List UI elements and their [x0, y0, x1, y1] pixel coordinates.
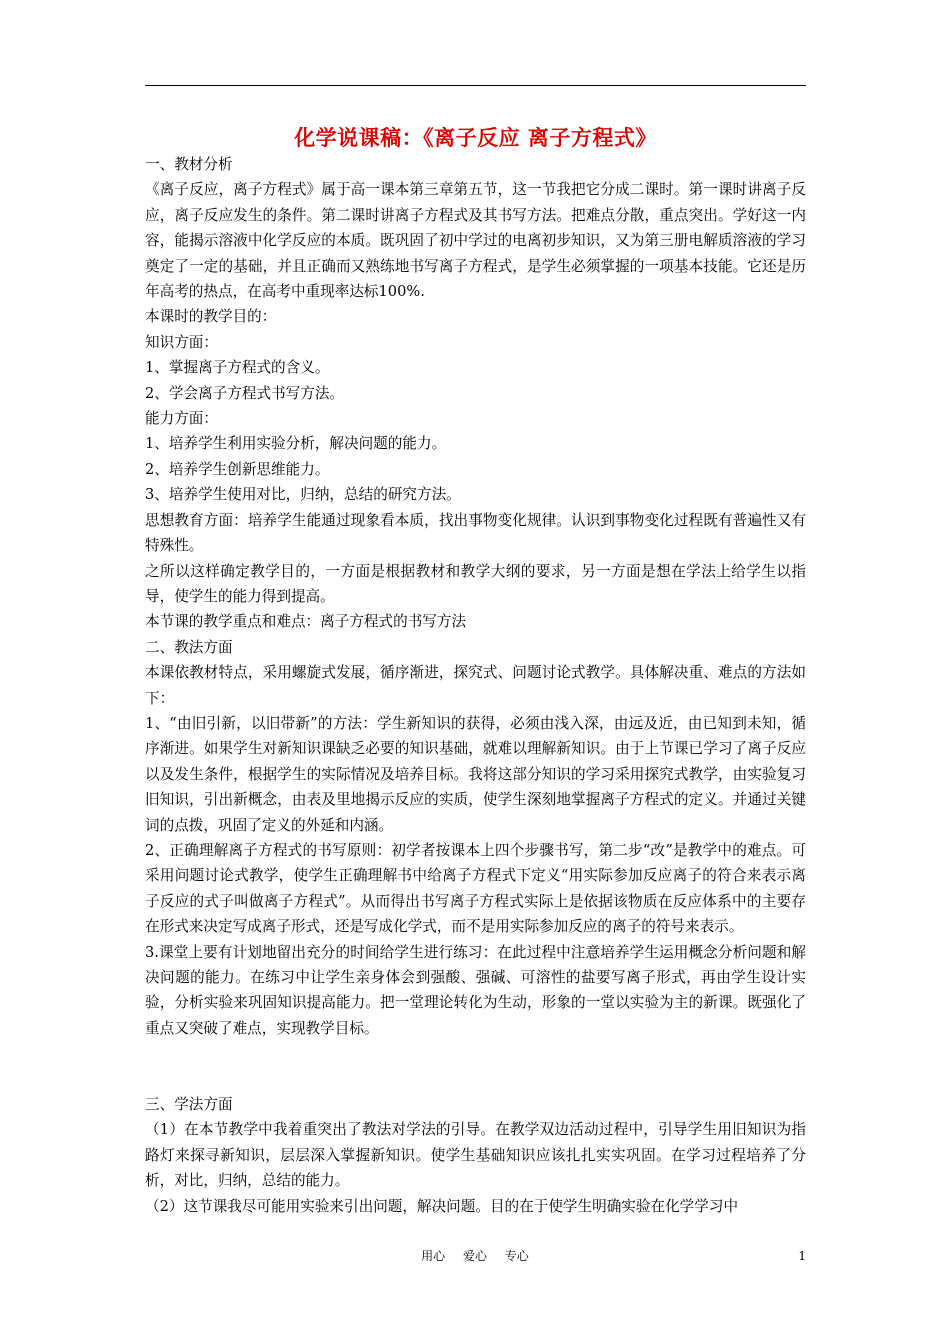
paragraph: 《离子反应，离子方程式》属于高一课本第三章第五节，这一节我把它分成二课时。第一课时讲离子反应，离子反应发生的条件。第二课时讲离子方程式及其书写方法。把难点分散，重点突出。学好这一内容，能揭示溶液中化学反应的本质。既巩固了初中学过的电离初步知识，又为第三册电解质溶液的学习奠定了一定的基础，并且正确而又熟练地书写离子方程式，是学生必须掌握的一项基本技能。它还是历年高考的热点，在高考中重现率达标100%.	[145, 181, 806, 301]
list-item: 1、掌握离子方程式的含义。	[145, 359, 330, 377]
paragraph: 2、正确理解离子方程式的书写原则：初学者按课本上四个步骤书写，第二步“改”是教学中的难点。可采用问题讨论式教学，使学生正确理解书中给离子方程式下定义“用实际参加反应离子的符合来表示离子反应的式子叫做离子方程式”。从而得出书写离子方程式实际上是依据该物质在反应体系中的主要存在形式来决定写成离子形式，还是写成化学式，而不是用实际参加反应的离子的符号来表示。	[145, 841, 806, 936]
section-heading-2: 二、教法方面	[145, 638, 233, 656]
paragraph: 知识方面：	[145, 333, 218, 351]
section-heading-1: 一、教材分析	[145, 156, 233, 173]
paragraph: 能力方面：	[145, 410, 218, 428]
paragraph: 本课时的教学目的：	[145, 308, 277, 326]
footer-motto: 用心 爱心 专心	[421, 1249, 529, 1263]
page-number: 1	[798, 1249, 806, 1263]
section-heading-3: 三、学法方面	[145, 1096, 233, 1114]
list-item: 2、学会离子方程式书写方法。	[145, 384, 345, 402]
document-title: 化学说课稿：《离子反应 离子方程式》	[294, 126, 657, 150]
paragraph: 本节课的教学重点和难点：离子方程式的书写方法	[145, 613, 467, 631]
paragraph: 3.课堂上要有计划地留出充分的时间给学生进行练习：在此过程中注意培养学生运用概念分析问题和解决问题的能力。在练习中让学生亲身体会到强酸、强碱、可溶性的盐要写离子形式，再由学生设计实验，分析实验来巩固知识提高能力。把一堂理论转化为生动，形象的一堂以实验为主的新课。既强化了重点又突破了难点，实现教学目标。	[145, 943, 806, 1037]
paragraph: 1、“由旧引新，以旧带新”的方法：学生新知识的获得，必须由浅入深，由远及近，由已知到未知，循序渐进。如果学生对新知识课缺乏必要的知识基础，就难以理解新知识。由于上节课已学习了离子反应以及发生条件，根据学生的实际情况及培养目标。我将这部分知识的学习采用探究式教学，由实验复习旧知识，引出新概念，由表及里地揭示反应的实质，使学生深刻地掌握离子方程式的定义。并通过关键词的点拨，巩固了定义的外延和内涵。	[145, 714, 806, 834]
header-rule	[145, 85, 806, 86]
list-item: 3、培养学生使用对比，归纳，总结的研究方法。	[145, 486, 461, 504]
list-item: 2、培养学生创新思维能力。	[145, 460, 330, 478]
paragraph: 之所以这样确定教学目的，一方面是根据教材和教学大纲的要求，另一方面是想在学法上给学生以指导，使学生的能力得到提高。	[145, 562, 806, 605]
document-body	[145, 152, 806, 1219]
paragraph: （1）在本节教学中我着重突出了教法对学法的引导。在教学双边活动过程中，引导学生用旧知识为指路灯来探寻新知识，层层深入掌握新知识。使学生基础知识应该扎扎实实巩固。在学习过程培养了分析，对比，归纳，总结的能力。	[145, 1121, 806, 1190]
paragraph: （2）这节课我尽可能用实验来引出问题，解决问题。目的在于使学生明确实验在化学学习中	[145, 1197, 739, 1215]
paragraph: 思想教育方面：培养学生能通过现象看本质，找出事物变化规律。认识到事物变化过程既有普遍性又有特殊性。	[145, 511, 806, 555]
list-item: 1、培养学生利用实验分析，解决问题的能力。	[145, 435, 447, 453]
paragraph: 本课依教材特点，采用螺旋式发展，循序渐进，探究式、问题讨论式教学。具体解决重、难点的方法如下：	[145, 664, 806, 707]
